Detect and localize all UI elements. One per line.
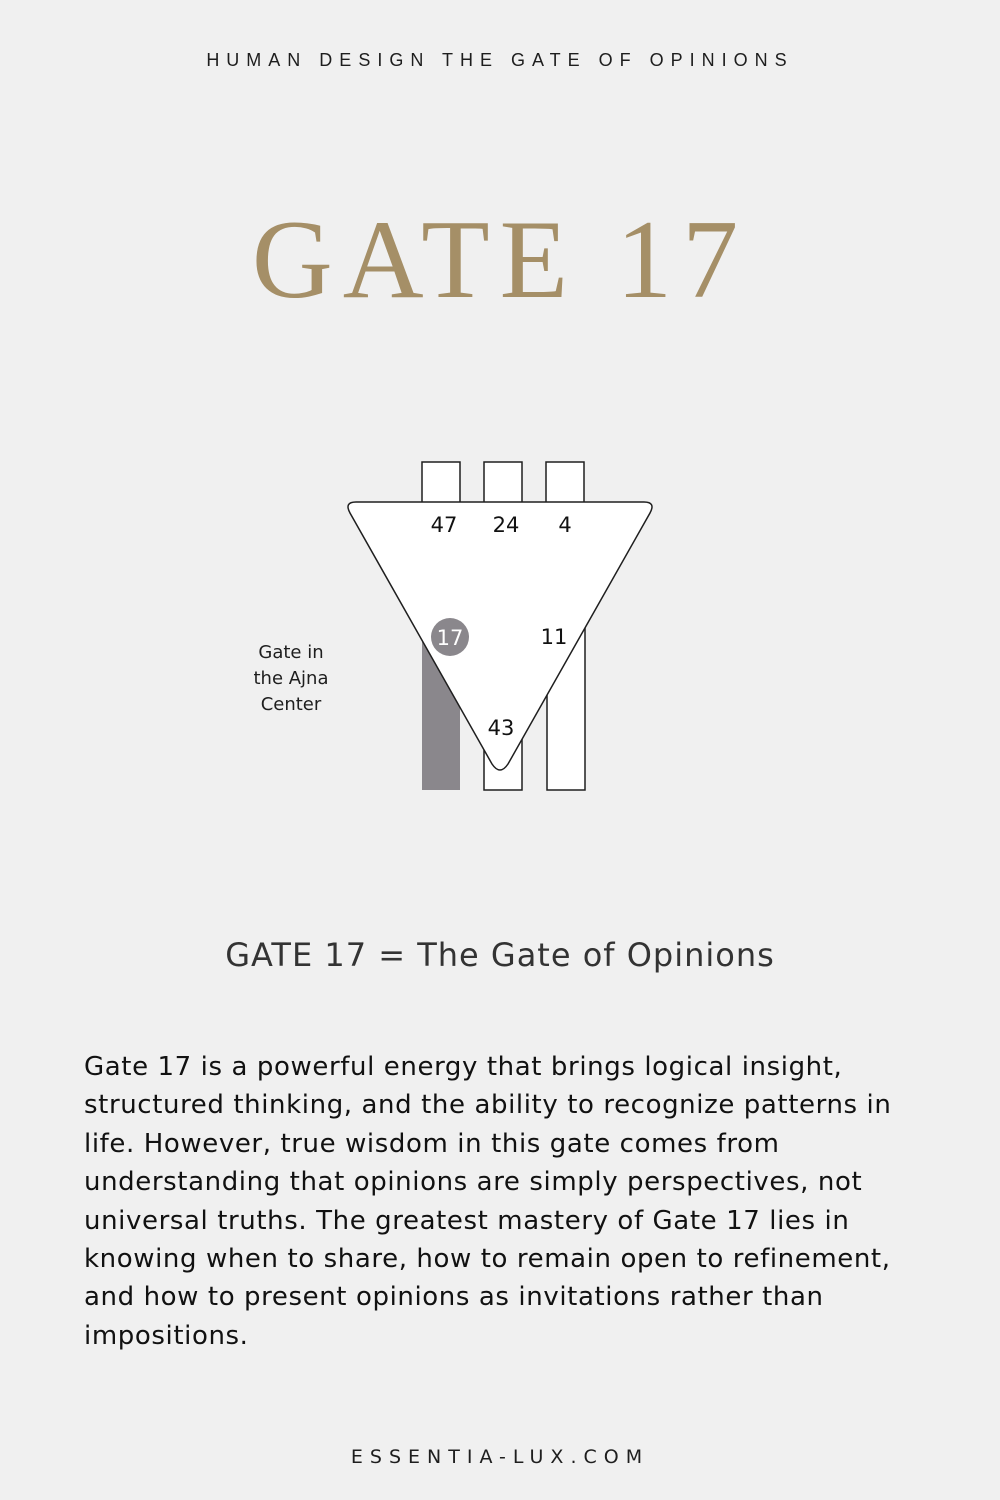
gate-11-label: 11 xyxy=(540,625,568,649)
page-title: GATE 17 xyxy=(251,198,749,322)
ajna-center-diagram xyxy=(230,440,670,800)
gate-24-label: 24 xyxy=(492,513,520,537)
page-kicker: HUMAN DESIGN THE GATE OF OPINIONS xyxy=(206,50,794,70)
gate-description: Gate 17 is a powerful energy that brings logical insight, structured thinking, and the ability to recognize patterns in life. However, true wisdom in this gate comes from understanding that opinions are simply perspectives, not universal truths. The greatest mastery of Gate 17 lies in knowing when to share, how to remain open to refinement, and how to present opinions as invitations rather than impositions. xyxy=(84,1052,892,1351)
side-label xyxy=(236,640,346,718)
site-url: ESSENTIA-LUX.COM xyxy=(350,1446,650,1468)
gate-4-label: 4 xyxy=(558,513,572,537)
gate-43-label: 43 xyxy=(487,716,515,740)
channel-4-stub xyxy=(546,462,584,508)
gate-subtitle: GATE 17 = The Gate of Opinions xyxy=(225,936,775,974)
channel-47-stub xyxy=(422,462,460,508)
gate-17-label: 17 xyxy=(436,626,464,650)
gate-47-label: 47 xyxy=(430,513,458,537)
side-label-line: Center xyxy=(260,694,322,715)
side-label-line: Gate in xyxy=(258,642,324,663)
channel-24-stub xyxy=(484,462,522,508)
side-label-line: the Ajna xyxy=(253,668,329,689)
